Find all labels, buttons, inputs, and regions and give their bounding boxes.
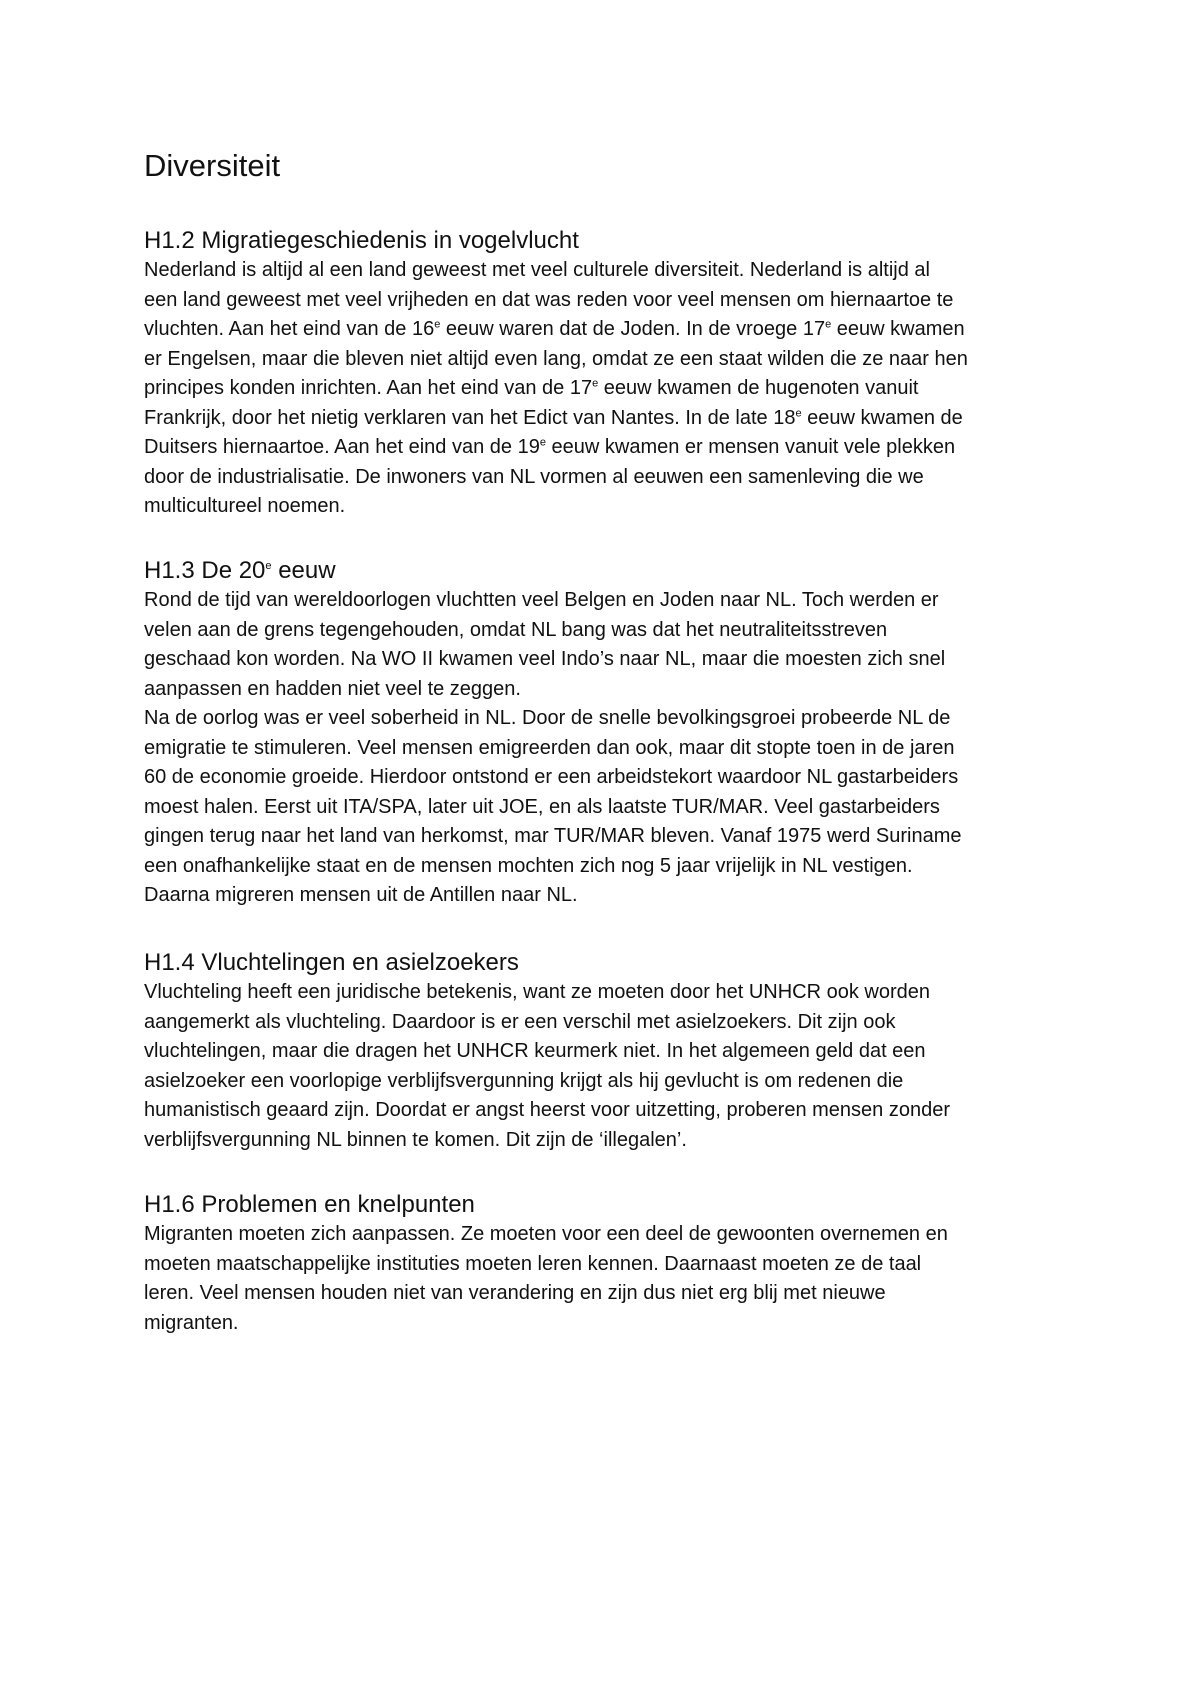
section-heading: H1.4 Vluchtelingen en asielzoekers (144, 949, 519, 976)
paragraph-line: een land geweest met veel vrijheden en dat was reden voor veel mensen om hiernaartoe te (144, 288, 954, 311)
paragraph-line: Vluchteling heeft een juridische betekenis, want ze moeten door het UNHCR ook worden (144, 981, 930, 1003)
document-title: Diversiteit (144, 148, 281, 183)
superscript: e (825, 318, 832, 331)
section-heading: H1.6 Problemen en knelpunten (144, 1191, 475, 1218)
paragraph-line: Frankrijk, door het nietig verklaren van het Edict van Nantes. In de late 18e eeuw kwamen de (144, 406, 963, 429)
paragraph-line: Migranten moeten zich aanpassen. Ze moeten voor een deel de gewoonten overnemen en (144, 1223, 948, 1245)
section-twintigste-eeuw (144, 556, 1074, 911)
section-heading: H1.2 Migratiegeschiedenis in vogelvlucht (144, 227, 579, 254)
section-vluchtelingen (144, 948, 1074, 1155)
paragraph-line: Nederland is altijd al een land geweest met veel culturele diversiteit. Nederland is altijd al (144, 259, 930, 281)
paragraph-line: humanistisch geaard zijn. Doordat er angst heerst voor uitzetting, proberen mensen zonder (144, 1099, 951, 1121)
paragraph-line: aangemerkt als vluchteling. Daardoor is er een verschil met asielzoekers. Dit zijn ook (144, 1010, 896, 1033)
section-heading: H1.3 De 20e eeuw (144, 557, 336, 584)
paragraph-line: vluchtelingen, maar die dragen het UNHCR keurmerk niet. In het algemeen geld dat een (144, 1040, 926, 1062)
paragraph-line: vluchten. Aan het eind van de 16e eeuw waren dat de Joden. In de vroege 17e eeuw kwamen (144, 318, 965, 340)
paragraph-line: asielzoeker een voorlopige verblijfsvergunning krijgt als hij gevlucht is om redenen die (144, 1069, 904, 1092)
paragraph-line: aanpassen en hadden niet veel te zeggen. (144, 677, 521, 700)
paragraph-line: Rond de tijd van wereldoorlogen vluchtten veel Belgen en Joden naar NL. Toch werden er (144, 589, 939, 611)
paragraph-line: Duitsers hiernaartoe. Aan het eind van de 19e eeuw kwamen er mensen vanuit vele plekken (144, 436, 956, 458)
section-paragraph (144, 586, 1074, 704)
section-paragraph (144, 704, 1074, 911)
superscript: e (539, 436, 546, 449)
paragraph-line: een onafhankelijke staat en de mensen mochten zich nog 5 jaar vrijelijk in NL vestigen. (144, 854, 913, 877)
paragraph-line: principes konden inrichten. Aan het eind van de 17e eeuw kwamen de hugenoten vanuit (144, 377, 919, 399)
paragraph-line: gingen terug naar het land van herkomst, mar TUR/MAR bleven. Vanaf 1975 werd Suriname (144, 825, 962, 847)
paragraph-line: moest halen. Eerst uit ITA/SPA, later uit JOE, en als laatste TUR/MAR. Veel gastarbeiders (144, 795, 940, 818)
superscript: e (434, 318, 441, 331)
section-paragraph (144, 256, 1074, 522)
paragraph-line: 60 de economie groeide. Hierdoor ontstond er een arbeidstekort waardoor NL gastarbeiders (144, 766, 959, 788)
superscript: e (265, 560, 272, 572)
paragraph-line: geschaad kon worden. Na WO II kwamen veel Indo’s naar NL, maar die moesten zich snel (144, 648, 946, 670)
paragraph-line: Daarna migreren mensen uit de Antillen naar NL. (144, 884, 578, 906)
section-paragraph (144, 1220, 1074, 1338)
paragraph-line: leren. Veel mensen houden niet van verandering en zijn dus niet erg blij met nieuwe (144, 1282, 886, 1304)
paragraph-line: velen aan de grens tegengehouden, omdat NL bang was dat het neutraliteitsstreven (144, 618, 888, 641)
paragraph-line: moeten maatschappelijke instituties moeten leren kennen. Daarnaast moeten ze de taal (144, 1252, 922, 1275)
superscript: e (592, 377, 599, 390)
paragraph-line: emigratie te stimuleren. Veel mensen emigreerden dan ook, maar dit stopte toen in de jaren (144, 736, 955, 759)
paragraph-line: migranten. (144, 1311, 239, 1334)
paragraph-line: multicultureel noemen. (144, 495, 346, 517)
paragraph-line: door de industrialisatie. De inwoners van NL vormen al eeuwen een samenleving die we (144, 465, 924, 488)
paragraph-line: verblijfsvergunning NL binnen te komen. Dit zijn de ‘illegalen’. (144, 1128, 687, 1151)
section-paragraph (144, 978, 1074, 1155)
section-migratiegeschiedenis (144, 226, 1074, 522)
paragraph-line: er Engelsen, maar die bleven niet altijd even lang, omdat ze een staat wilden die ze naar hen (144, 347, 968, 370)
superscript: e (795, 406, 802, 419)
paragraph-line: Na de oorlog was er veel soberheid in NL. Door de snelle bevolkingsgroei probeerde NL de (144, 707, 951, 729)
section-problemen (144, 1190, 1074, 1338)
